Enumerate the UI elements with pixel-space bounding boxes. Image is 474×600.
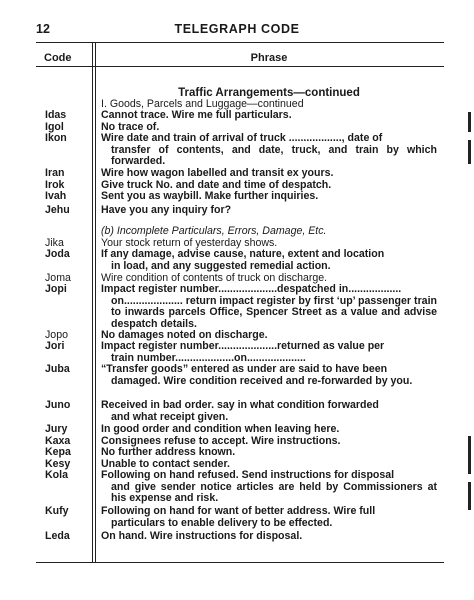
subsection-heading: I. Goods, Parcels and Luggage—continued: [101, 98, 304, 110]
code-cell: Kaxa: [45, 435, 71, 447]
phrase-cell: Cannot trace. Wire me full particulars.: [101, 109, 292, 121]
edge-mark: [468, 436, 471, 474]
code-cell: Jehu: [45, 204, 70, 216]
code-cell: Joma: [45, 272, 71, 284]
phrase-cell: No damages noted on discharge.: [101, 329, 268, 341]
phrase-cell: [101, 249, 437, 272]
edge-mark: [468, 112, 471, 132]
code-column-header: Code: [44, 52, 72, 64]
code-cell: Kepa: [45, 446, 71, 458]
phrase-cell: Give truck No. and date and time of despatch.: [101, 179, 332, 191]
phrase-continuation: transfer of contents, and date, truck, and train by which forwarded.: [111, 143, 437, 167]
code-cell: Iran: [45, 167, 65, 179]
phrase-cell: [101, 341, 437, 364]
phrase-cell: No trace of.: [101, 121, 160, 133]
phrase-cell: [101, 284, 437, 330]
phrase-cell: Have you any inquiry for?: [101, 204, 232, 216]
code-cell: Kola: [45, 469, 68, 481]
phrase-line: Following on hand for want of better address. Wire full: [101, 505, 376, 517]
phrase-cell: In good order and condition when leaving here.: [101, 423, 340, 435]
code-cell: Leda: [45, 530, 70, 542]
column-divider-inner: [95, 42, 96, 562]
phrase-cell: [101, 400, 437, 423]
phrase-cell: Unable to contact sender.: [101, 458, 230, 470]
subsection-heading: (b) Incomplete Particulars, Errors, Damage, Etc.: [101, 225, 327, 237]
phrase-continuation: particulars to enable delivery to be effected.: [111, 516, 333, 529]
code-cell: Ikon: [45, 132, 67, 144]
phrase-cell: [101, 506, 437, 529]
phrase-continuation: and give sender notice articles are held by Commissioners at his expense and risk.: [111, 480, 437, 504]
code-cell: Jori: [45, 340, 65, 352]
phrase-continuation: damaged. Wire condition received and re-forwarded by you.: [111, 374, 413, 387]
code-cell: Jury: [45, 423, 68, 435]
phrase-cell: Consignees refuse to accept. Wire instructions.: [101, 435, 341, 447]
code-cell: Kufy: [45, 505, 69, 517]
phrase-column-header: Phrase: [250, 52, 288, 64]
edge-mark: [468, 140, 471, 164]
code-cell: Jopo: [45, 329, 68, 341]
phrase-continuation: and what receipt given.: [111, 410, 229, 423]
page-title: TELEGRAPH CODE: [174, 22, 300, 36]
code-cell: Kesy: [45, 458, 71, 470]
phrase-line: Received in bad order. say in what condition forwarded: [101, 399, 379, 411]
bottom-rule: [36, 562, 444, 563]
code-cell: Jika: [45, 237, 64, 249]
phrase-cell: Sent you as waybill. Make further inquiries.: [101, 190, 319, 202]
phrase-continuation: in load, and any suggested remedial action.: [111, 259, 331, 272]
code-cell: Igol: [45, 121, 64, 133]
code-cell: Juno: [45, 399, 71, 411]
code-cell: Joda: [45, 248, 70, 260]
phrase-cell: [101, 364, 437, 387]
code-cell: Ivah: [45, 190, 67, 202]
phrase-line: Impact register number....................returned as value per: [101, 340, 385, 352]
section-title: Traffic Arrangements—continued: [178, 87, 360, 99]
header-rule: [36, 66, 444, 67]
phrase-line: Wire date and train of arrival of truck .................., date of: [101, 132, 383, 144]
code-cell: Irok: [45, 179, 65, 191]
top-rule: [36, 42, 444, 43]
phrase-cell: On hand. Wire instructions for disposal.: [101, 530, 303, 542]
code-cell: Juba: [45, 363, 70, 375]
phrase-line: If any damage, advise cause, nature, extent and location: [101, 248, 385, 260]
column-divider: [92, 42, 93, 562]
phrase-line: Following on hand refused. Send instructions for disposal: [101, 469, 395, 481]
phrase-cell: No further address known.: [101, 446, 236, 458]
edge-mark: [468, 482, 471, 510]
phrase-cell: Wire how wagon labelled and transit ex yours.: [101, 167, 334, 179]
phrase-cell: [101, 470, 437, 505]
code-cell: Idas: [45, 109, 67, 121]
phrase-continuation: train number....................on....................: [111, 351, 306, 364]
phrase-line: Impact register number....................despatched in..................: [101, 283, 402, 295]
code-cell: Jopi: [45, 283, 67, 295]
phrase-continuation: on.................... return impact register by first ‘up’ passenger train to inwards parcels Office, Spencer Street as a value and advise despatch details.: [111, 294, 437, 330]
phrase-cell: Your stock return of yesterday shows.: [101, 237, 278, 249]
phrase-cell: Wire condition of contents of truck on discharge.: [101, 272, 328, 284]
phrase-line: “Transfer goods” entered as under are said to have been: [101, 363, 388, 375]
phrase-cell: [101, 133, 437, 168]
page-number: 12: [36, 22, 50, 36]
